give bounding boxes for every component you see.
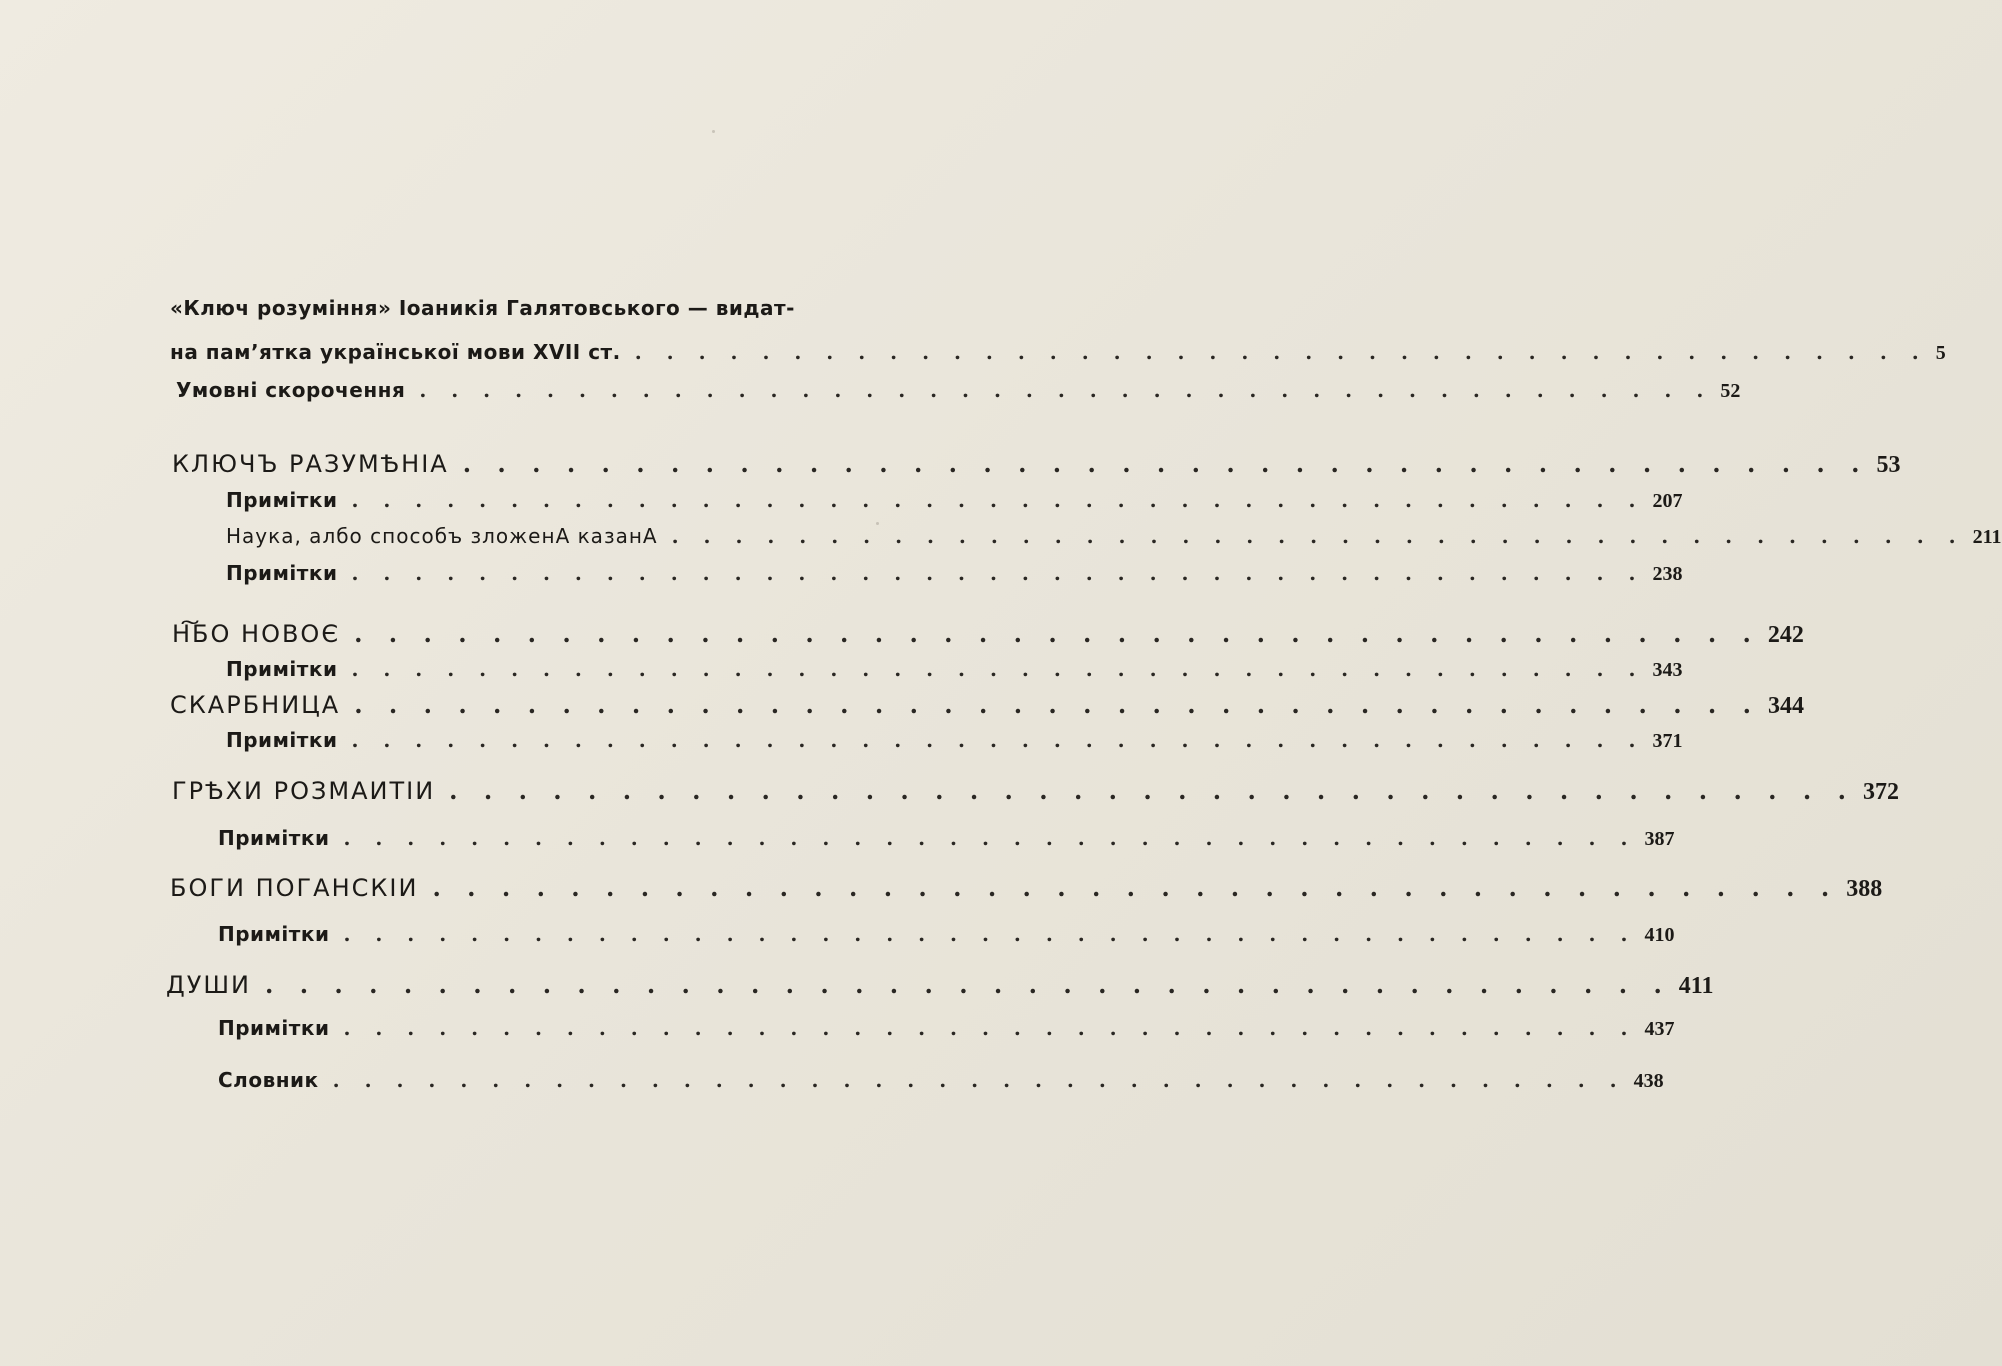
toc-entry: [226, 488, 1683, 513]
toc-entry-label: на пам’ятка української мови XVII ст.: [170, 340, 621, 364]
toc-page-number: 437: [1644, 1018, 1675, 1040]
toc-entry: [226, 561, 1683, 586]
toc-entry-label: Примітки: [218, 1016, 330, 1040]
toc-entry-label: Примітки: [226, 657, 338, 681]
leader-dots: . . . . . . . . . . . . . . . . . . . . . . . . . . . . . . . . . . . . . . . . .: [343, 826, 1637, 850]
toc-page-number: 343: [1652, 659, 1683, 681]
toc-entry: [170, 873, 1883, 903]
toc-entry: [166, 970, 1714, 1000]
toc-entry: [176, 378, 1741, 403]
toc-entry-label: Примітки: [218, 826, 330, 850]
leader-dots: . . . . . . . . . . . . . . . . . . . . . . . . . . . . . . . . . . . . . . . . .: [351, 657, 1645, 681]
toc-entry: [218, 1016, 1675, 1041]
leader-dots: . . . . . . . . . . . . . . . . . . . . . . . . . . . . . . . . . . . . . . . . .: [432, 873, 1839, 902]
toc-page-number: 387: [1644, 828, 1675, 850]
toc-page-number: 242: [1767, 622, 1804, 648]
leader-dots: . . . . . . . . . . . . . . . . . . . . . . . . . . . . . . . . . . . . . . . . .: [419, 378, 1713, 402]
toc-page-number: 388: [1846, 876, 1883, 902]
toc-entry-label: Словник: [218, 1068, 319, 1092]
toc-entry-label: Наука, албо способъ зложенА казанА: [226, 524, 658, 548]
toc-entry: [218, 826, 1675, 851]
toc-page-number: 371: [1652, 730, 1683, 752]
leader-dots: . . . . . . . . . . . . . . . . . . . . . . . . . . . . . . . . . . . . . . . . .: [354, 619, 1760, 648]
toc-entry: [172, 449, 1901, 479]
leader-dots: . . . . . . . . . . . . . . . . . . . . . . . . . . . . . . . . . . . . . . . . .: [343, 922, 1637, 946]
toc-entry-label: Умовні скорочення: [176, 378, 406, 402]
toc-entry: [226, 657, 1683, 682]
leader-dots: . . . . . . . . . . . . . . . . . . . . . . . . . . . . . . . . . . . . . . . . .: [351, 488, 1645, 512]
toc-entry-label: Примітки: [218, 922, 330, 946]
toc-page-number: 52: [1720, 380, 1741, 402]
leader-dots: . . . . . . . . . . . . . . . . . . . . . . . . . . . . . . . . . . . . . . . . .: [634, 340, 1928, 364]
toc-entry-label: БОГИ ПОГАНСКІИ: [170, 874, 419, 902]
toc-entry-label: ДУШИ: [166, 971, 251, 999]
toc-entry: [170, 690, 1804, 720]
leader-dots: . . . . . . . . . . . . . . . . . . . . . . . . . . . . . . . . . . . . . . . . .: [343, 1016, 1637, 1040]
leader-dots: . . . . . . . . . . . . . . . . . . . . . . . . . . . . . . . . . . . . . . . . .: [671, 524, 1965, 548]
toc-page-number: 5: [1935, 342, 1946, 364]
toc-page-number: 411: [1678, 973, 1714, 999]
leader-dots: . . . . . . . . . . . . . . . . . . . . . . . . . . . . . . . . . . . . . . . . .: [332, 1068, 1626, 1092]
toc-page-number: 211: [1972, 526, 2002, 548]
toc-entry: [218, 1068, 1664, 1093]
leader-dots: . . . . . . . . . . . . . . . . . . . . . . . . . . . . . . . . . . . . . . . . .: [351, 728, 1645, 752]
leader-dots: . . . . . . . . . . . . . . . . . . . . . . . . . . . . . . . . . . . . . . . . .: [265, 970, 1671, 999]
toc-entry-label: Н͠БО НОВОЄ: [172, 620, 341, 648]
leader-dots: . . . . . . . . . . . . . . . . . . . . . . . . . . . . . . . . . . . . . . . . .: [354, 690, 1760, 719]
toc-entry: [226, 524, 2002, 549]
toc-entry-label: Примітки: [226, 561, 338, 585]
leader-dots: . . . . . . . . . . . . . . . . . . . . . . . . . . . . . . . . . . . . . . . . .: [462, 449, 1869, 478]
toc-entry-label: Примітки: [226, 728, 338, 752]
toc-entry: [218, 922, 1675, 947]
toc-entry-label: КЛЮЧЪ РАЗУМѢНІА: [172, 450, 449, 478]
toc-page-number: 238: [1652, 563, 1683, 585]
toc-entry: [172, 776, 1899, 806]
toc-page-number: 372: [1862, 779, 1899, 805]
leader-dots: . . . . . . . . . . . . . . . . . . . . . . . . . . . . . . . . . . . . . . . . .: [351, 561, 1645, 585]
toc-entry: [226, 728, 1683, 753]
toc-page-number: 344: [1768, 693, 1804, 719]
toc-entry: [172, 619, 1804, 649]
toc-entry-intro: [170, 340, 1946, 365]
toc-page-number: 207: [1652, 490, 1683, 512]
leader-dots: . . . . . . . . . . . . . . . . . . . . . . . . . . . . . . . . . . . . . . . . .: [449, 776, 1855, 805]
toc-entry-label: СКАРБНИЦА: [170, 691, 341, 719]
toc-entry-label: ГРѢХИ РОЗМАИТІИ: [172, 777, 436, 805]
toc-page-number: 410: [1644, 924, 1675, 946]
toc-entry-label: Примітки: [226, 488, 338, 512]
paper-speck: [712, 130, 715, 133]
intro-line-1: «Ключ розуміння» Іоаникія Галятовського — видат-: [170, 296, 795, 320]
toc-page-number: 53: [1876, 452, 1901, 478]
toc-page-number: 438: [1633, 1070, 1664, 1092]
